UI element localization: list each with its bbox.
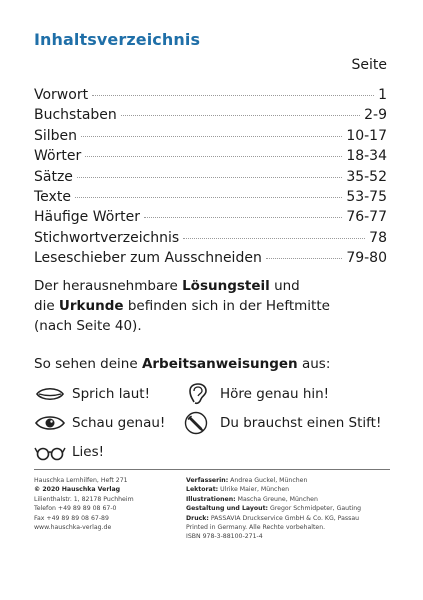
instruction-speak xyxy=(34,382,150,406)
toc-entry-label: Texte xyxy=(34,188,71,205)
intro-text: die xyxy=(34,298,59,314)
credit-line xyxy=(186,523,396,532)
toc-entry-silben[interactable] xyxy=(34,126,387,146)
toc-dot-leader xyxy=(183,238,365,239)
intro-text: (nach Seite 40). xyxy=(34,318,142,334)
instructions-heading xyxy=(34,356,330,372)
toc-entry-page: 10-17 xyxy=(346,127,387,144)
toc-dot-leader xyxy=(75,197,342,198)
toc-dot-leader xyxy=(85,156,342,157)
credit-line xyxy=(186,532,396,541)
instruction-label: Höre genau hin! xyxy=(220,386,330,402)
footer-divider xyxy=(34,469,390,470)
instruction-pencil xyxy=(182,411,381,435)
toc-entry-woerter[interactable] xyxy=(34,146,387,166)
intro-text: befinden sich in der Heftmitte xyxy=(123,298,330,314)
credit-value: Mascha Greune, München xyxy=(235,495,318,503)
eye-icon xyxy=(34,411,66,435)
toc-entry-texte[interactable] xyxy=(34,187,387,207)
credit-line xyxy=(186,504,396,513)
toc-entry-page: 1 xyxy=(378,87,387,103)
toc-entry-page: 78 xyxy=(369,229,387,246)
publisher-info xyxy=(34,476,184,532)
credits-info xyxy=(186,476,396,542)
toc-entry-label: Stichwortverzeichnis xyxy=(34,229,180,246)
credit-line xyxy=(186,485,396,494)
heading-highlight: Arbeitsanweisungen xyxy=(141,356,298,372)
intro-text: Der herausnehmbare xyxy=(34,278,183,294)
glasses-icon xyxy=(34,440,66,464)
toc-entry-stichwortverzeichnis[interactable] xyxy=(34,228,387,248)
credit-value: Ulrike Maier, München xyxy=(218,486,290,494)
credit-role: Gestaltung und Layout: xyxy=(186,505,269,513)
toc-entry-page: 2-9 xyxy=(364,107,387,124)
instruction-label: Sprich laut! xyxy=(72,386,150,402)
toc-dot-leader xyxy=(77,177,342,178)
heading-text: aus: xyxy=(297,356,331,372)
toc-entry-haeufige-woerter[interactable] xyxy=(34,207,387,227)
credit-role: Illustrationen: xyxy=(186,495,236,503)
credit-value: PASSAVIA Druckservice GmbH & Co. KG, Passau xyxy=(208,514,360,522)
mouth-icon xyxy=(34,382,66,406)
publisher-fax: Fax +49 89 89 08 67-89 xyxy=(34,514,109,522)
instruction-look xyxy=(34,411,165,435)
toc-entry-label: Wörter xyxy=(34,148,82,165)
toc-dot-leader xyxy=(81,136,342,137)
page-title: Inhaltsverzeichnis xyxy=(34,30,201,49)
publisher-phone: Telefon +49 89 89 08 67-0 xyxy=(34,505,117,513)
toc-entry-saetze[interactable] xyxy=(34,167,387,187)
pencil-icon xyxy=(182,411,214,435)
toc-entry-label: Vorwort xyxy=(34,87,89,103)
toc-entry-label: Häufige Wörter xyxy=(34,209,140,226)
toc-dot-leader xyxy=(121,115,360,116)
credit-value: Gregor Schmidpeter, Gauting xyxy=(268,505,362,513)
toc-entry-buchstaben[interactable] xyxy=(34,105,387,125)
credit-line xyxy=(186,495,396,504)
intro-highlight-loesungsteil: Lösungsteil xyxy=(182,278,270,294)
publisher-website[interactable]: www.hauschka-verlag.de xyxy=(34,524,112,532)
toc-entry-page: 18-34 xyxy=(346,148,387,165)
intro-highlight-urkunde: Urkunde xyxy=(58,298,124,314)
toc-entry-label: Sätze xyxy=(34,168,73,185)
toc-entry-page: 35-52 xyxy=(346,168,387,185)
instruction-listen xyxy=(182,382,329,406)
instruction-label: Schau genau! xyxy=(72,415,166,431)
credit-line xyxy=(186,476,396,485)
instruction-label: Lies! xyxy=(72,444,105,460)
instruction-label: Du brauchst einen Stift! xyxy=(220,415,382,431)
toc-dot-leader xyxy=(92,95,374,96)
isbn: ISBN 978-3-88100-271-4 xyxy=(186,533,263,541)
credit-role: Druck: xyxy=(186,514,209,522)
credit-value: Andrea Guckel, München xyxy=(228,477,308,484)
intro-paragraph xyxy=(34,276,394,336)
toc-entry-leseschieber[interactable] xyxy=(34,248,387,268)
heading-text: So sehen deine xyxy=(34,356,142,372)
ear-icon xyxy=(182,382,214,406)
publisher-copyright: © 2020 Hauschka Verlag xyxy=(34,486,121,494)
credit-line xyxy=(186,514,396,523)
instruction-read xyxy=(34,440,104,464)
toc-entry-label: Silben xyxy=(34,127,78,144)
toc-entry-page: 76-77 xyxy=(346,209,387,226)
page-column-label: Seite xyxy=(351,57,387,73)
toc-entry-page: 79-80 xyxy=(346,250,387,267)
toc-entry-label: Buchstaben xyxy=(34,107,117,124)
toc-entry-page: 53-75 xyxy=(346,188,387,205)
publisher-line: Hauschka Lernhilfen, Heft 271 xyxy=(34,477,128,484)
credit-role: Verfasserin: xyxy=(186,477,229,484)
toc-entry-label: Leseschieber zum Ausschneiden xyxy=(34,250,262,267)
toc-entry-vorwort[interactable] xyxy=(34,85,387,105)
credit-role: Lektorat: xyxy=(186,486,219,494)
credit-value: Printed in Germany. Alle Rechte vorbehalten. xyxy=(186,524,326,532)
toc-dot-leader xyxy=(144,217,342,218)
toc-dot-leader xyxy=(266,258,342,259)
table-of-contents xyxy=(34,85,387,269)
publisher-address: Lilienthalstr. 1, 82178 Puchheim xyxy=(34,495,134,503)
intro-text: und xyxy=(269,278,300,294)
